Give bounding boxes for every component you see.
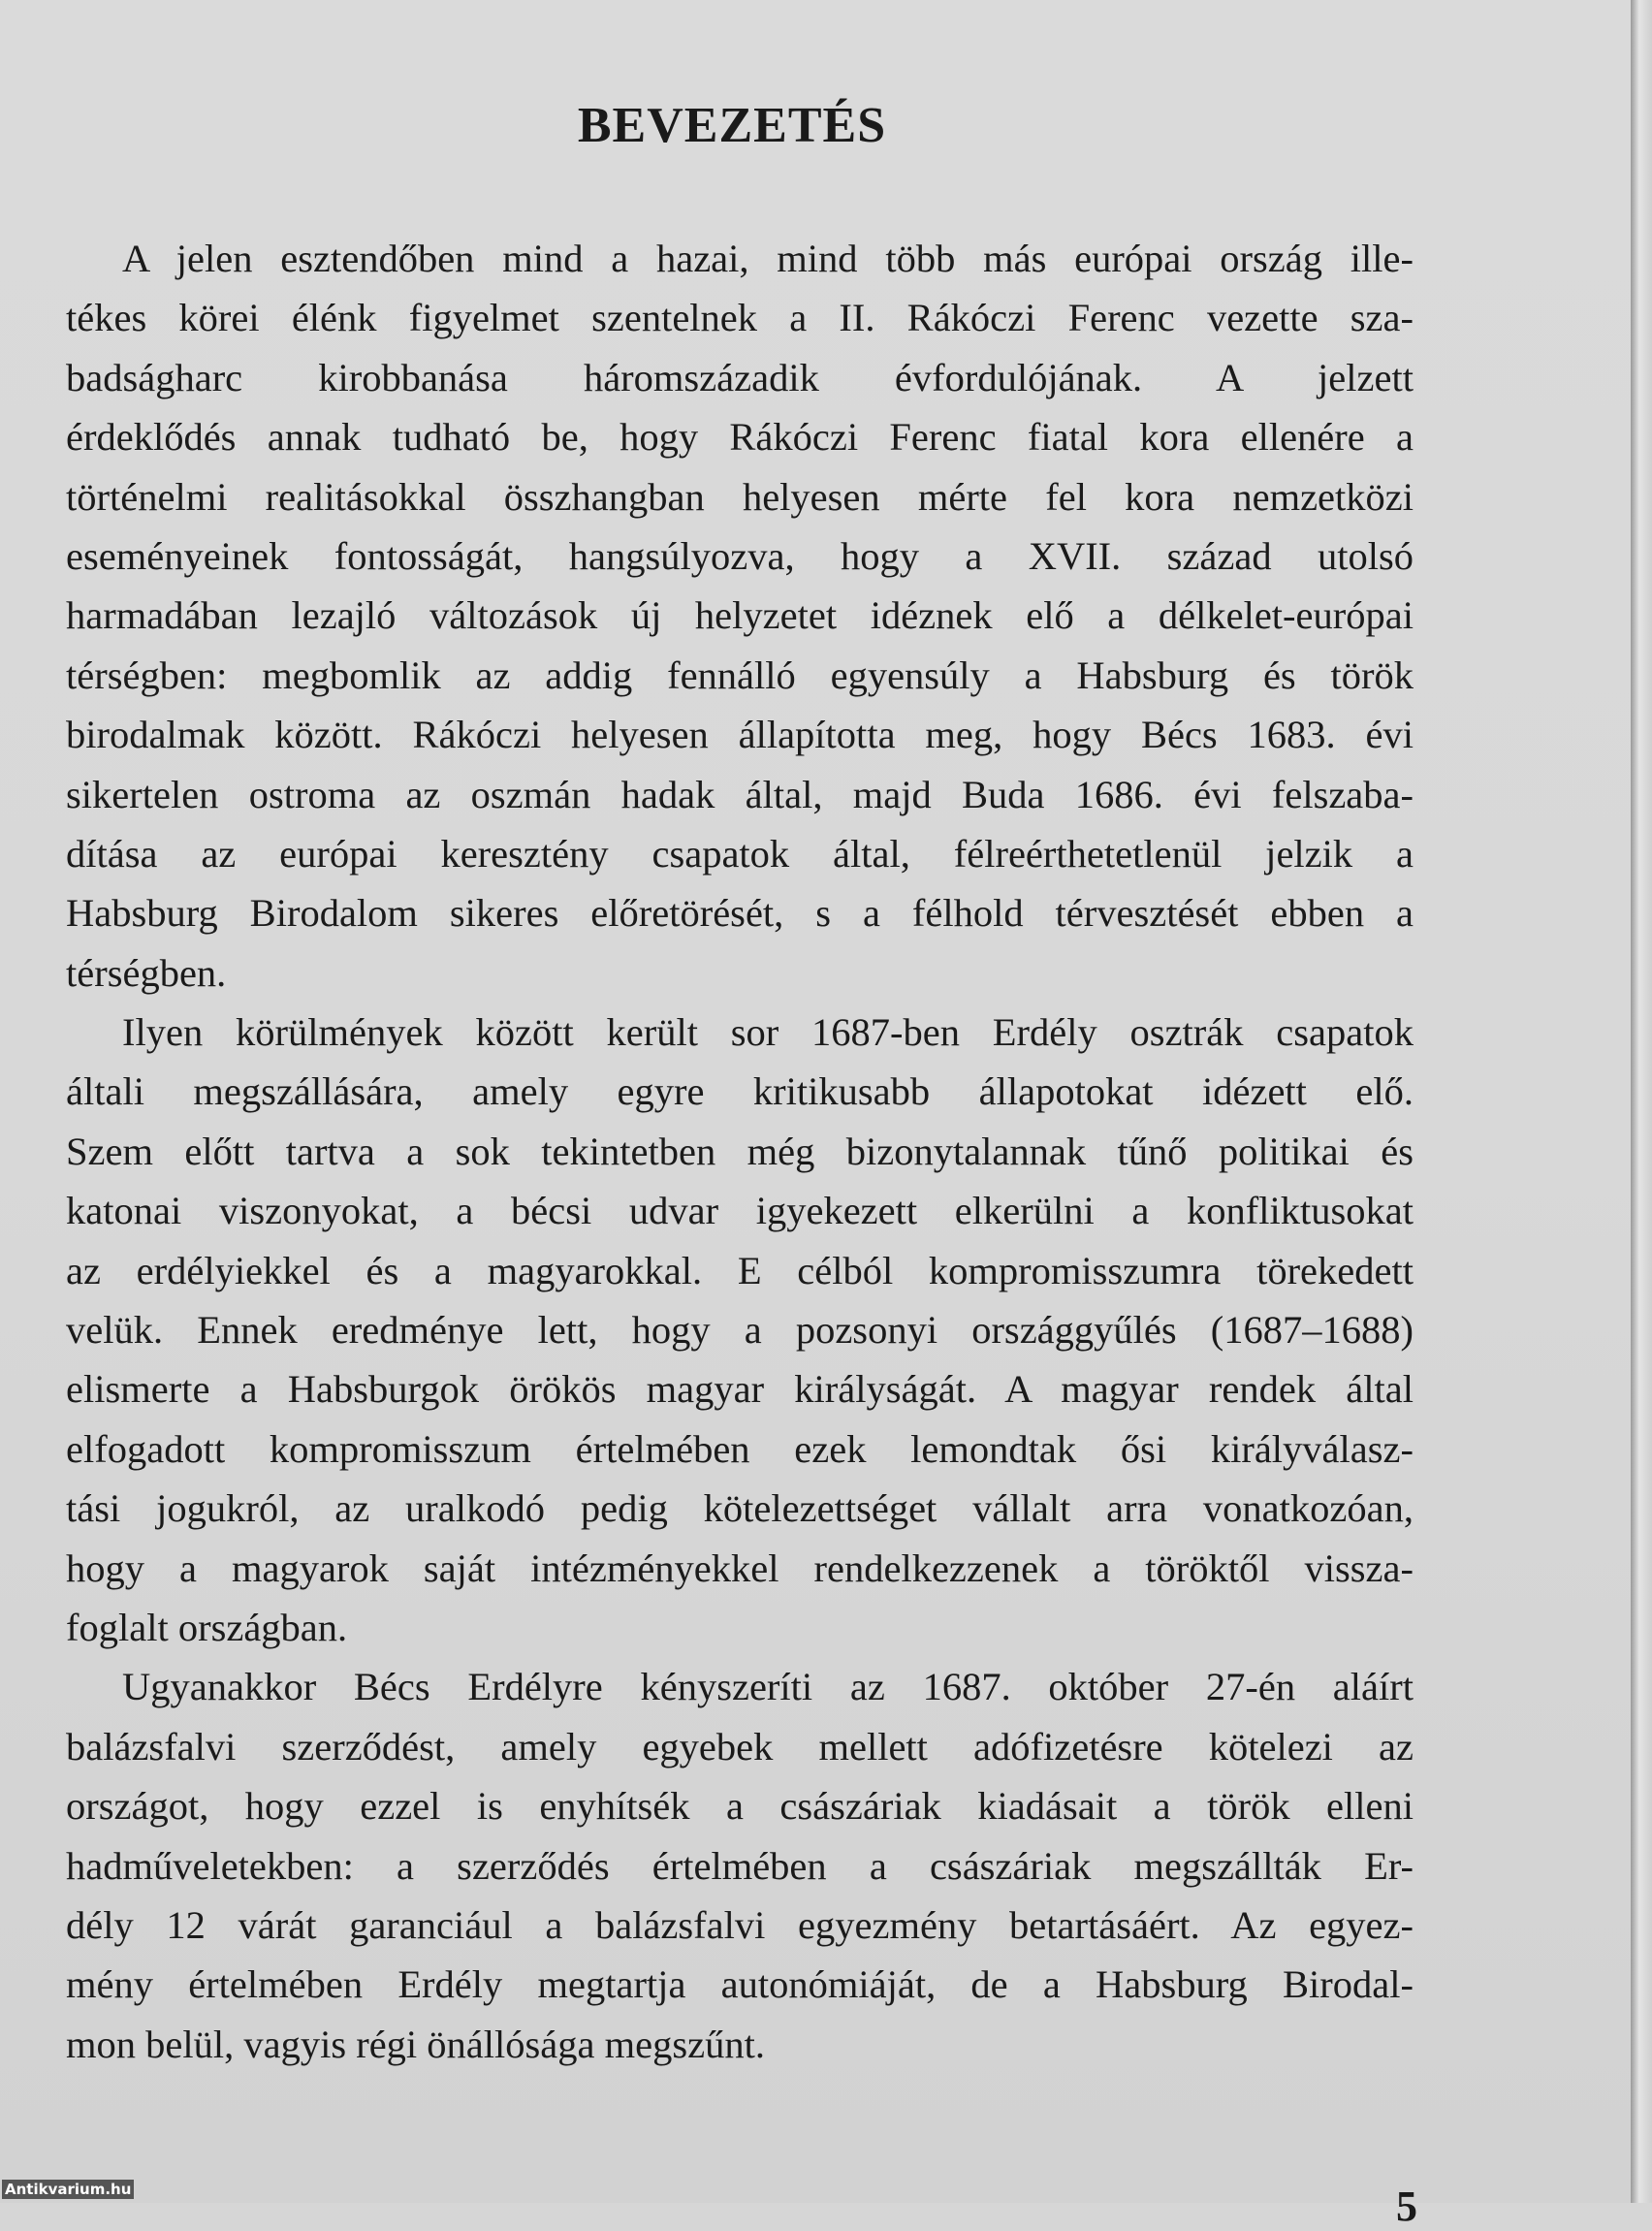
text-line: általi megszállására, amely egyre kritikusabb állapotokat idézett elő.: [66, 1069, 1414, 1114]
body-text: [66, 229, 1414, 2074]
text-line: térségben.: [66, 950, 227, 995]
text-line: dítása az európai keresztény csapatok által, félreérthetetlenül jelzik a: [66, 831, 1414, 876]
text-line: hadműveletekben: a szerződés értelmében a császáriak megszállták Er-: [66, 1843, 1414, 1888]
text-line: A jelen esztendőben mind a hazai, mind több más európai ország ille-: [122, 237, 1414, 280]
text-line: eseményeinek fontosságát, hangsúlyozva, hogy a XVII. század utolsó: [66, 533, 1414, 578]
text-line: Szem előtt tartva a sok tekintetben még bizonytalannak tűnő politikai és: [66, 1129, 1414, 1173]
text-line: foglalt országban.: [66, 1605, 348, 1649]
text-line: érdeklődés annak tudható be, hogy Rákóczi Ferenc fiatal kora ellenére a: [66, 415, 1414, 460]
page-edge: [1631, 0, 1652, 2203]
chapter-title: BEVEZETÉS: [577, 98, 887, 153]
text-line: Habsburg Birodalom sikeres előretörését, s a félhold térvesztését ebben a: [66, 891, 1414, 936]
text-line: dély 12 várát garanciául a balázsfalvi egyezmény betartásáért. Az egyez-: [66, 1902, 1414, 1947]
text-line: velük. Ennek eredménye lett, hogy a pozsonyi országgyűlés (1687–1688): [66, 1308, 1414, 1353]
text-line: katonai viszonyokat, a bécsi udvar igyekezett elkerülni a konfliktusokat: [66, 1189, 1414, 1233]
page-number: 5: [1396, 2183, 1417, 2230]
text-line: badságharc kirobbanása háromszázadik évfordulójának. A jelzett: [66, 355, 1414, 399]
text-line: tási jogukról, az uralkodó pedig kötelezettséget vállalt arra vonatkozóan,: [66, 1486, 1414, 1531]
text-line: elismerte a Habsburgok örökös magyar királyságát. A magyar rendek által: [66, 1367, 1414, 1412]
text-line: térségben: megbomlik az addig fennálló egyensúly a Habsburg és török: [66, 653, 1414, 697]
text-line: Ugyanakkor Bécs Erdélyre kényszeríti az 1687. október 27-én aláírt: [122, 1665, 1414, 1709]
text-line: sikertelen ostroma az oszmán hadak által, majd Buda 1686. évi felszaba-: [66, 772, 1414, 816]
watermark: Antikvarium.hu: [2, 2180, 134, 2199]
text-line: balázsfalvi szerződést, amely egyebek mellett adófizetésre kötelezi az: [66, 1724, 1414, 1769]
text-line: harmadában lezajló változások új helyzetet idéznek elő a délkelet-európai: [66, 593, 1414, 638]
text-line: hogy a magyarok saját intézményekkel rendelkezzenek a töröktől vissza-: [66, 1546, 1414, 1590]
text-line: az erdélyiekkel és a magyarokkal. E célból kompromisszumra törekedett: [66, 1248, 1414, 1292]
text-line: történelmi realitásokkal összhangban helyesen mérte fel kora nemzetközi: [66, 474, 1414, 519]
text-line: országot, hogy ezzel is enyhítsék a császáriak kiadásait a török elleni: [66, 1784, 1414, 1829]
text-line: birodalmak között. Rákóczi helyesen állapította meg, hogy Bécs 1683. évi: [66, 713, 1414, 757]
text-line: elfogadott kompromisszum értelmében ezek lemondtak ősi királyválasz-: [66, 1426, 1414, 1471]
text-line: mon belül, vagyis régi önállósága megszűnt.: [66, 2022, 765, 2066]
text-line: tékes körei élénk figyelmet szentelnek a II. Rákóczi Ferenc vezette sza-: [66, 296, 1414, 340]
text-line: Ilyen körülmények között került sor 1687-ben Erdély osztrák csapatok: [122, 1010, 1414, 1055]
text-line: mény értelmében Erdély megtartja autonómiáját, de a Habsburg Birodal-: [66, 1962, 1414, 2007]
